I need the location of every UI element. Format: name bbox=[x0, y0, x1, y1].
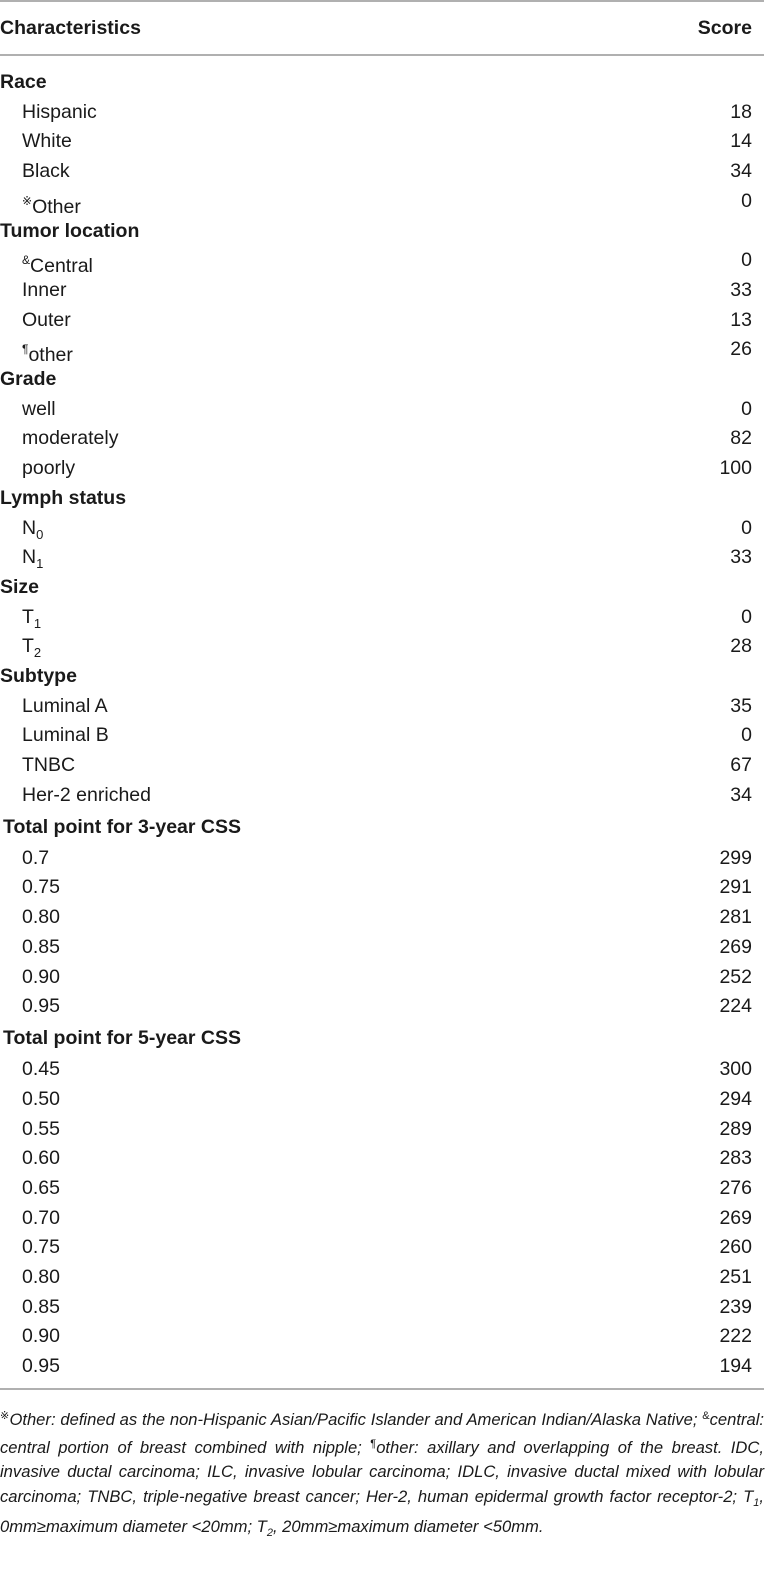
table-row bbox=[0, 631, 764, 661]
label-text: Grade bbox=[0, 368, 57, 390]
table-row bbox=[0, 453, 764, 483]
footnote-text: , 0mm≥maximum diameter <20mm; T bbox=[0, 1486, 764, 1536]
label-subscript: 1 bbox=[36, 556, 44, 572]
table-footnote bbox=[0, 1404, 764, 1545]
row-label bbox=[22, 275, 66, 305]
table-row bbox=[0, 720, 764, 750]
section-label bbox=[0, 216, 139, 246]
footnote-marker: & bbox=[702, 1410, 710, 1422]
row-score: 33 bbox=[730, 546, 752, 569]
label-text: Subtype bbox=[0, 665, 77, 687]
label-text: 0.85 bbox=[22, 935, 60, 958]
label-text: other bbox=[28, 344, 73, 367]
section-header-row bbox=[0, 67, 764, 97]
row-score: 34 bbox=[730, 160, 752, 183]
table-row bbox=[0, 1203, 764, 1233]
table-row bbox=[0, 780, 764, 810]
label-text: Tumor location bbox=[0, 219, 140, 242]
table-row bbox=[0, 1054, 764, 1084]
label-text: 0.65 bbox=[22, 1176, 60, 1199]
row-score: 34 bbox=[730, 783, 752, 806]
row-score: 222 bbox=[719, 1325, 752, 1348]
section-header-row bbox=[0, 572, 764, 602]
section-header-row bbox=[0, 812, 764, 842]
table-row bbox=[0, 902, 764, 932]
table-row bbox=[0, 843, 764, 873]
row-score: 18 bbox=[730, 100, 752, 123]
label-text: Total point for 3-year CSS bbox=[3, 815, 241, 838]
row-label bbox=[22, 720, 109, 750]
row-score: 299 bbox=[719, 846, 752, 869]
row-label bbox=[22, 843, 49, 873]
footnote-marker: ※ bbox=[0, 1410, 10, 1422]
label-text: Outer bbox=[22, 308, 71, 331]
label-text: Luminal A bbox=[22, 694, 108, 717]
table-row bbox=[0, 602, 764, 632]
section-label bbox=[0, 661, 77, 691]
label-text: N bbox=[22, 516, 37, 539]
table-row bbox=[0, 962, 764, 992]
row-label bbox=[22, 1054, 60, 1084]
row-label bbox=[22, 1173, 60, 1203]
row-score: 252 bbox=[719, 965, 752, 988]
label-text: White bbox=[22, 130, 72, 153]
table-row bbox=[0, 186, 764, 216]
label-subscript: 1 bbox=[33, 615, 42, 631]
label-text: 0.80 bbox=[22, 1266, 60, 1288]
table-row bbox=[0, 1321, 764, 1351]
row-label bbox=[22, 394, 56, 424]
row-label bbox=[22, 97, 97, 127]
row-label bbox=[22, 902, 60, 932]
footnote-text: other: axillary and overlapping of the breast. IDC, invasive ductal carcinoma; ILC, invasive lobular carcinoma; IDLC, invasive ductal mixed with lobular carcinoma; TNBC, triple-negative breast cancer; Her-2, human epidermal growth factor receptor-2; T bbox=[0, 1438, 764, 1506]
row-score: 224 bbox=[719, 995, 752, 1018]
row-score: 239 bbox=[719, 1295, 752, 1318]
label-subscript: 0 bbox=[36, 526, 44, 542]
row-score: 0 bbox=[741, 249, 752, 272]
row-score: 294 bbox=[719, 1087, 752, 1110]
header-rule bbox=[0, 54, 764, 56]
table-row bbox=[0, 691, 764, 721]
table-row bbox=[0, 1292, 764, 1322]
table-row bbox=[0, 513, 764, 543]
header-score: Score bbox=[697, 17, 752, 39]
section-header-row bbox=[0, 364, 764, 394]
label-text: Hispanic bbox=[22, 100, 97, 123]
row-score: 82 bbox=[730, 427, 752, 450]
row-label bbox=[22, 962, 60, 992]
row-label bbox=[22, 1321, 60, 1351]
footnote-subscript: 1 bbox=[753, 1496, 760, 1509]
label-text: Black bbox=[22, 160, 70, 183]
label-text: T bbox=[22, 635, 34, 658]
label-text: Other bbox=[32, 195, 81, 218]
table-row bbox=[0, 1084, 764, 1114]
footnote-marker: ¶ bbox=[22, 342, 29, 357]
label-subscript: 2 bbox=[33, 645, 42, 661]
label-text: 0.70 bbox=[22, 1206, 60, 1229]
label-text: N bbox=[22, 546, 37, 569]
table-row bbox=[0, 1143, 764, 1173]
row-score: 276 bbox=[719, 1176, 752, 1199]
table-row bbox=[0, 97, 764, 127]
footnote-marker: & bbox=[22, 253, 31, 268]
row-score: 260 bbox=[719, 1236, 752, 1259]
row-label bbox=[22, 1114, 60, 1144]
label-text: 0.50 bbox=[22, 1087, 60, 1110]
label-text: well bbox=[22, 397, 56, 420]
table-row bbox=[0, 423, 764, 453]
table-row bbox=[0, 126, 764, 156]
row-label bbox=[22, 305, 71, 335]
label-text: 0.75 bbox=[22, 876, 60, 899]
label-text: 0.7 bbox=[22, 846, 50, 869]
label-text: 0.95 bbox=[22, 1355, 60, 1378]
table-row bbox=[0, 245, 764, 278]
table-row bbox=[0, 1114, 764, 1144]
row-label bbox=[22, 991, 60, 1021]
row-score: 35 bbox=[730, 694, 752, 717]
row-score: 291 bbox=[719, 876, 752, 899]
label-text: 0.60 bbox=[22, 1147, 60, 1170]
table-row bbox=[0, 932, 764, 962]
table-row bbox=[0, 872, 764, 902]
row-label bbox=[22, 932, 60, 962]
row-score: 283 bbox=[719, 1147, 752, 1170]
header-characteristics: Characteristics bbox=[0, 17, 141, 39]
row-label bbox=[22, 126, 72, 156]
row-score: 0 bbox=[741, 516, 752, 539]
row-label bbox=[22, 423, 118, 453]
table-row bbox=[0, 542, 764, 572]
label-text: Race bbox=[0, 71, 47, 93]
row-score: 0 bbox=[741, 724, 752, 747]
row-label bbox=[22, 1351, 60, 1381]
footnote-marker: ※ bbox=[22, 193, 33, 208]
label-text: 0.90 bbox=[22, 965, 60, 988]
footnote-marker: ¶ bbox=[370, 1438, 377, 1451]
section-header-row bbox=[0, 216, 764, 246]
row-label bbox=[22, 453, 75, 483]
label-text: moderately bbox=[22, 427, 119, 450]
label-text: Central bbox=[30, 255, 93, 278]
label-text: 0.75 bbox=[22, 1236, 60, 1259]
label-text: 0.90 bbox=[22, 1325, 60, 1348]
row-score: 0 bbox=[741, 189, 752, 212]
label-text: Inner bbox=[22, 278, 67, 301]
section-label bbox=[3, 1023, 241, 1053]
row-score: 300 bbox=[719, 1058, 752, 1081]
row-score: 14 bbox=[730, 130, 752, 153]
row-score: 0 bbox=[741, 605, 752, 628]
table-row bbox=[0, 1351, 764, 1381]
row-score: 194 bbox=[719, 1355, 752, 1378]
footnote-text: Other: defined as the non-Hispanic Asian/Pacific Islander and American Indian/Alaska Native; bbox=[9, 1410, 703, 1429]
bottom-rule bbox=[0, 1388, 764, 1390]
section-label bbox=[0, 364, 56, 394]
table-row bbox=[0, 275, 764, 305]
section-label bbox=[0, 572, 39, 602]
row-label bbox=[22, 1262, 60, 1292]
label-text: 0.95 bbox=[22, 995, 60, 1018]
row-score: 13 bbox=[730, 308, 752, 331]
row-score: 289 bbox=[719, 1117, 752, 1140]
label-text: 0.55 bbox=[22, 1117, 60, 1140]
row-label bbox=[22, 780, 151, 810]
table-row bbox=[0, 750, 764, 780]
section-label bbox=[3, 812, 241, 842]
section-header-row bbox=[0, 483, 764, 513]
row-score: 26 bbox=[730, 338, 752, 361]
label-text: Total point for 5-year CSS bbox=[3, 1026, 241, 1049]
row-label bbox=[22, 1203, 60, 1233]
row-score: 28 bbox=[730, 635, 752, 658]
row-score: 269 bbox=[719, 935, 752, 958]
row-score: 33 bbox=[730, 278, 752, 301]
section-header-row bbox=[0, 661, 764, 691]
label-text: Her-2 enriched bbox=[22, 783, 151, 806]
label-text: 0.85 bbox=[22, 1295, 60, 1318]
table-row bbox=[0, 305, 764, 335]
row-label bbox=[22, 691, 108, 721]
row-score: 281 bbox=[719, 906, 752, 929]
row-label bbox=[22, 1143, 60, 1173]
section-label bbox=[0, 67, 47, 97]
row-label bbox=[22, 156, 70, 186]
section-label bbox=[0, 483, 126, 513]
table-row bbox=[0, 1232, 764, 1262]
row-label bbox=[22, 872, 60, 902]
section-header-row bbox=[0, 1023, 764, 1053]
label-text: 0.80 bbox=[22, 906, 60, 929]
table-row bbox=[0, 1262, 764, 1292]
top-rule bbox=[0, 0, 764, 2]
footnote-text: central: central portion of breast combined with nipple; bbox=[0, 1410, 765, 1458]
row-score: 251 bbox=[719, 1266, 752, 1288]
table-header bbox=[0, 13, 764, 43]
label-text: Lymph status bbox=[0, 486, 127, 509]
row-label bbox=[22, 1292, 60, 1322]
label-text: poorly bbox=[22, 457, 76, 480]
footnote-text: , 20mm≥maximum diameter <50mm. bbox=[272, 1516, 544, 1536]
footnote-subscript: 2 bbox=[266, 1526, 273, 1539]
label-text: TNBC bbox=[22, 754, 76, 777]
label-text: 0.45 bbox=[22, 1058, 60, 1081]
row-label bbox=[22, 1232, 60, 1262]
label-text: Luminal B bbox=[22, 724, 109, 747]
row-score: 100 bbox=[719, 457, 752, 480]
table-row bbox=[0, 334, 764, 367]
table-row bbox=[0, 1173, 764, 1203]
label-text: T bbox=[22, 605, 34, 628]
row-score: 67 bbox=[730, 754, 752, 777]
table-row bbox=[0, 991, 764, 1021]
table-row bbox=[0, 394, 764, 424]
row-score: 269 bbox=[719, 1206, 752, 1229]
row-label bbox=[22, 750, 75, 780]
row-label bbox=[22, 1084, 60, 1114]
table-row bbox=[0, 156, 764, 186]
row-score: 0 bbox=[741, 397, 752, 420]
label-text: Size bbox=[0, 575, 40, 598]
